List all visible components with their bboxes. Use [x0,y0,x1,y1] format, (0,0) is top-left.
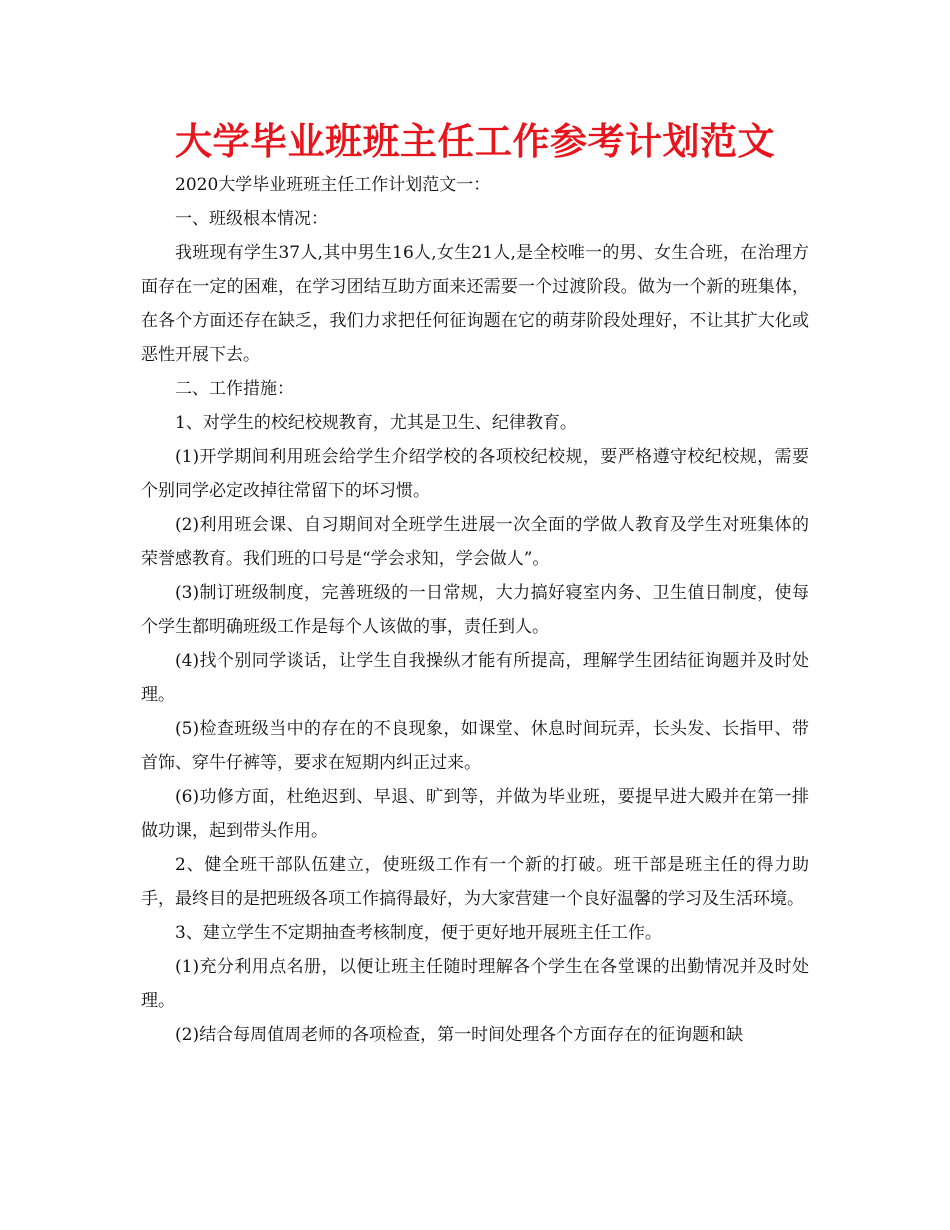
paragraph: (1)开学期间利用班会给学生介绍学校的各项校纪校规，要严格遵守校纪校规，需要个别同学必定改掉往常留下的坏习惯。 [141,447,809,501]
paragraph: 1、对学生的校纪校规教育，尤其是卫生、纪律教育。 [175,413,577,433]
document-body [141,168,809,1052]
paragraph: (6)功修方面，杜绝迟到、早退、旷到等，并做为毕业班，要提早进大殿并在第一排做功课，起到带头作用。 [141,787,809,841]
paragraph: (2)结合每周值周老师的各项检查，第一时间处理各个方面存在的征询题和缺 [175,1025,744,1045]
paragraph: (2)利用班会课、自习期间对全班学生进展一次全面的学做人教育及学生对班集体的荣誉感教育。我们班的口号是“学会求知，学会做人”。 [141,515,809,569]
section-heading: 一、班级根本情况： [175,209,328,229]
paragraph: (3)制订班级制度，完善班级的一日常规，大力搞好寝室内务、卫生值日制度，使每个学生都明确班级工作是每个人该做的事，责任到人。 [141,583,809,637]
document-title: 大学毕业班班主任工作参考计划范文 [175,120,775,163]
paragraph: (4)找个别同学谈话，让学生自我操纵才能有所提高，理解学生团结征询题并及时处理。 [141,651,809,705]
paragraph: 2、健全班干部队伍建立，使班级工作有一个新的打破。班干部是班主任的得力助手，最终目的是把班级各项工作搞得最好，为大家营建一个良好温馨的学习及生活环境。 [141,855,809,909]
paragraph: 我班现有学生37人,其中男生16人,女生21人,是全校唯一的男、女生合班，在治理方面存在一定的困难，在学习团结互助方面来还需要一个过渡阶段。做为一个新的班集体，在各个方面还存在缺乏，我们力求把任何征询题在它的萌芽阶段处理好，不让其扩大化或恶性开展下去。 [141,243,809,365]
paragraph: 2020大学毕业班班主任工作计划范文一： [175,175,491,195]
paragraph: (5)检查班级当中的存在的不良现象，如课堂、休息时间玩弄，长头发、长指甲、带首饰、穿牛仔裤等，要求在短期内纠正过来。 [141,719,809,773]
paragraph: (1)充分利用点名册，以便让班主任随时理解各个学生在各堂课的出勤情况并及时处理。 [141,957,809,1011]
paragraph: 3、建立学生不定期抽查考核制度，便于更好地开展班主任工作。 [175,923,662,943]
section-heading: 二、工作措施： [175,379,294,399]
